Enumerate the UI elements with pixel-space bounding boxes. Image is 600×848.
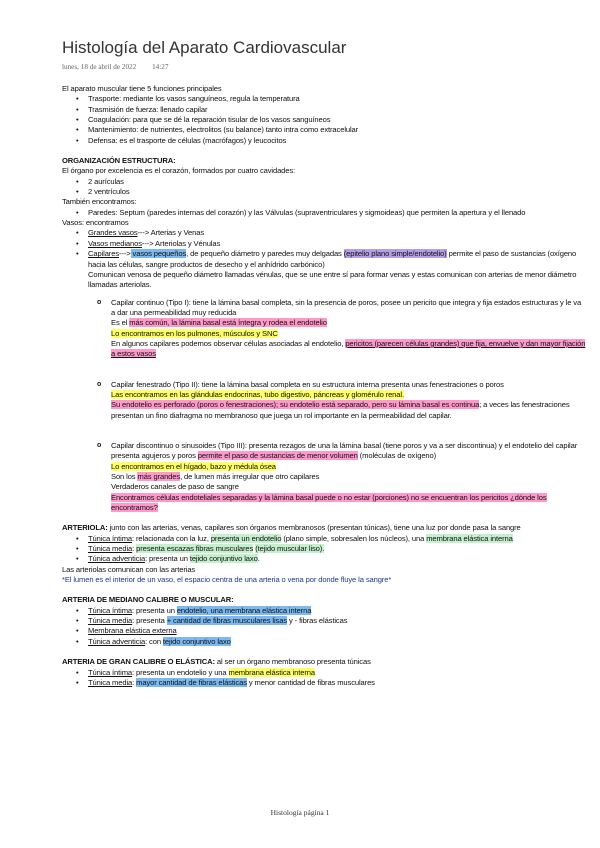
list-item (88, 534, 586, 544)
term: Túnica íntima (88, 667, 133, 677)
page-timestamp (62, 63, 182, 71)
text: : (132, 677, 137, 687)
arteria-grande-tunicas (62, 668, 586, 689)
text: (moléculas de oxígeno) (357, 451, 437, 461)
arteriola-intro (62, 523, 586, 533)
text: Son los (111, 472, 138, 481)
highlight: (epitelio plano simple/endotelio) (343, 249, 447, 259)
text: : (132, 544, 137, 554)
text: : presenta un (145, 554, 190, 564)
term: Membrana elástica externa (88, 626, 177, 636)
text: : presenta un (132, 605, 177, 615)
term: Túnica íntima (88, 605, 133, 615)
list-item: • Trasmisión de fuerza: llenado capilar (88, 105, 586, 115)
organizacion-heading: ORGANIZACIÓN ESTRUCTURA: (62, 156, 176, 166)
tambien-text: También encontramos: (62, 197, 137, 207)
highlight: mayor cantidad de fibras elásticas (136, 677, 247, 687)
vasos-list (62, 228, 586, 290)
text: Es el (111, 318, 130, 328)
list-item (88, 239, 586, 249)
vasos-medianos-def: ---> Arteriolas y Vénulas (141, 238, 221, 248)
text: , de lumen más irregular que otro capilares (180, 472, 320, 481)
highlight: tejido conjuntivo laxo (162, 636, 231, 646)
highlight: presenta un endotelio (210, 533, 282, 543)
capilares-desc-rest: permite el paso de sustancias (oxígeno hacia las células, sangre productos de desecho y el anhídrido carbónico) (88, 249, 577, 269)
cavidades-list (62, 177, 586, 198)
capilares-types-list (62, 298, 586, 514)
list-item (88, 554, 586, 564)
list-item (88, 626, 586, 636)
list-item: • 2 aurículas (88, 177, 586, 187)
capilares-term: Capilares (88, 249, 119, 259)
term: Túnica adventicia (88, 636, 146, 646)
lumen-note: *El lumen es el interior de un vaso, el espacio centra de una arteria o vena por donde fluye la sangre* (62, 575, 392, 585)
list-item (88, 637, 586, 647)
page-date: lunes, 18 de abril de 2022 (62, 63, 137, 71)
arteriola-tunicas (62, 534, 586, 565)
page-footer: Histología página 1 (270, 808, 330, 817)
text: (plano simple, sobresalen los núcleos), una (281, 533, 427, 543)
list-item: • 2 ventrículos (88, 187, 586, 197)
term: Túnica íntima (88, 533, 133, 543)
text: : presenta un endotelio y una (132, 667, 229, 677)
grandes-vasos-def: ---> Arterias y Venas (137, 228, 204, 238)
capilar-sinusoide-text: Capilar discontinuo o sinusoides (Tipo III): presenta rezagos de una la lámina basal (tiene poros y va a ser discontinua) y el endotelio del capilar presenta agujeros y poros (111, 440, 578, 461)
term: Túnica media (88, 544, 133, 554)
arteria-grande-heading: ARTERIA DE GRAN CALIBRE O ELÁSTICA: (62, 657, 215, 667)
capilar-fenestrado-text: Capilar fenestrado (Tipo II): tiene la lámina basal completa en su estructura interna presenta unas fenestraciones o poros (111, 379, 504, 389)
capilar-continuo-text: Capilar continuo (Tipo I): tiene la lámina basal completa, sin la presencia de poros, posee un pericito que integra y fija estados estructuras y le va a dar una permeabilidad muy reducida (111, 297, 582, 317)
highlight: Las encontramos en las glándulas endocrinas, tubo digestivo, páncreas y glomérulo renal. (111, 389, 404, 399)
capilar-fenestrado (111, 380, 586, 421)
highlight: pericitos (parecen células grandes) que fija, envuelve y dan mayor fijación a estos vasos (111, 338, 586, 359)
list-item (88, 668, 586, 678)
highlight: Lo encontramos en el hígado, bazo y médula ósea (111, 461, 276, 471)
text: al ser un órgano membranoso presenta túnicas (214, 657, 371, 667)
list-item: • Paredes: Septum (paredes internas del corazón) y las Válvulas (supraventriculares y sigmoideas) que permiten la apertura y el llenado (88, 208, 586, 218)
arteria-grande-intro (62, 657, 586, 667)
list-item (88, 249, 586, 290)
highlight: vasos pequeños (130, 249, 187, 259)
highlight: endotelio, una membrana elástica interna (176, 605, 312, 615)
list-item (88, 544, 586, 554)
highlight: + cantidad de fibras musculares lisas (166, 616, 288, 626)
arrow-text: ---> (119, 249, 131, 259)
functions-intro: El aparato muscular tiene 5 funciones principales (62, 84, 222, 93)
arteria-mediana-heading: ARTERIA DE MEDIANO CALIBRE O MUSCULAR: (62, 595, 234, 605)
term: Túnica media (88, 677, 133, 687)
list-item (88, 606, 586, 616)
page-title: Histología del Aparato Cardiovascular (62, 38, 347, 57)
paredes-list (62, 208, 586, 218)
list-item: • Mantenimiento: de nutrientes, electrolitos (su balance) tanto intra como extracelular (88, 125, 586, 135)
text: : relacionada con la luz, (132, 533, 211, 543)
highlight: tejido conjuntivo laxo (189, 554, 258, 564)
highlight: presenta escazas fibras musculares (136, 544, 254, 554)
vasos-medianos-term: Vasos medianos (88, 238, 142, 248)
list-item: • Defensa: es el trasporte de células (macrófagos) y leucocitos (88, 136, 586, 146)
functions-list (62, 94, 586, 146)
text: Verdaderos canales de paso de sangre (111, 482, 239, 492)
organizacion-intro: El órgano por excelencia es el corazón, formados por cuatro cavidades: (62, 166, 296, 176)
page-time: 14:27 (152, 63, 169, 71)
text: ; a veces las fenestraciones presentan un fino diafragma no membranoso que juega un rol importante en la permeabilidad del capilar. (111, 400, 570, 420)
highlight: Lo encontramos en los pulmones, músculos y SNC (111, 328, 278, 338)
text: . (257, 554, 260, 564)
text: y - fibras elásticas (287, 616, 348, 626)
text: En algunos capilares podemos observar células asociadas al endotelio, (111, 338, 346, 348)
term: Túnica media (88, 616, 133, 626)
highlight: más grandes (137, 472, 181, 481)
text: : presenta (132, 616, 167, 626)
capilares-desc: , de pequeño diámetro y paredes muy delgadas (186, 249, 344, 259)
grandes-vasos-term: Grandes vasos (88, 228, 138, 238)
list-item (88, 616, 586, 626)
list-item: • Coagulación: para que se dé la reparación tisular de los vasos sanguíneos (88, 115, 586, 125)
text: junto con las arterias, venas, capilares son órganos membranosos (presentan túnicas), tiene una luz por donde pasa la sangre (107, 523, 521, 533)
highlight: permite el paso de sustancias de menor volumen (197, 451, 358, 461)
note-body (62, 84, 586, 688)
capilar-continuo (111, 298, 586, 360)
highlight: Su endotelio es perforado (poros o fenestraciones); su endotelio está separado, pero su lámina basal es continua (111, 400, 480, 410)
highlight: más común, la lámina basal está íntegra y rodea el endotelio (129, 318, 327, 328)
vasos-intro: Vasos: encontramos (62, 218, 129, 228)
arteriola-heading: ARTERIOLA: (62, 523, 108, 533)
list-item (88, 678, 586, 688)
text: : con (145, 636, 163, 646)
arteria-mediana-tunicas (62, 606, 586, 647)
text: y menor cantidad de fibras musculares (246, 677, 375, 687)
arteriolas-comunican: Las arteriolas comunican con las arterias (62, 564, 196, 574)
highlight: membrana elástica interna (426, 533, 513, 543)
list-item (88, 228, 586, 238)
comunican-text: Comunican venosa de pequeño diámetro llamadas vénulas, que se une entre sí para formar venas y estas comunican con arterias de menor diámetro llamadas arteriolas. (88, 269, 577, 290)
list-item: • Trasporte: mediante los vasos sanguíneos, regula la temperatura (88, 94, 586, 104)
capilar-sinusoide (111, 441, 586, 513)
highlight: Encontramos células endoteliales separadas y la lámina basal puede o no estar (porciones) no se encuentran los pericitos ¿dónde los encontramos? (111, 492, 547, 513)
highlight: membrana elástica interna (228, 667, 315, 677)
highlight: (tejido muscular liso). (255, 544, 325, 554)
term: Túnica adventicia (88, 554, 146, 564)
